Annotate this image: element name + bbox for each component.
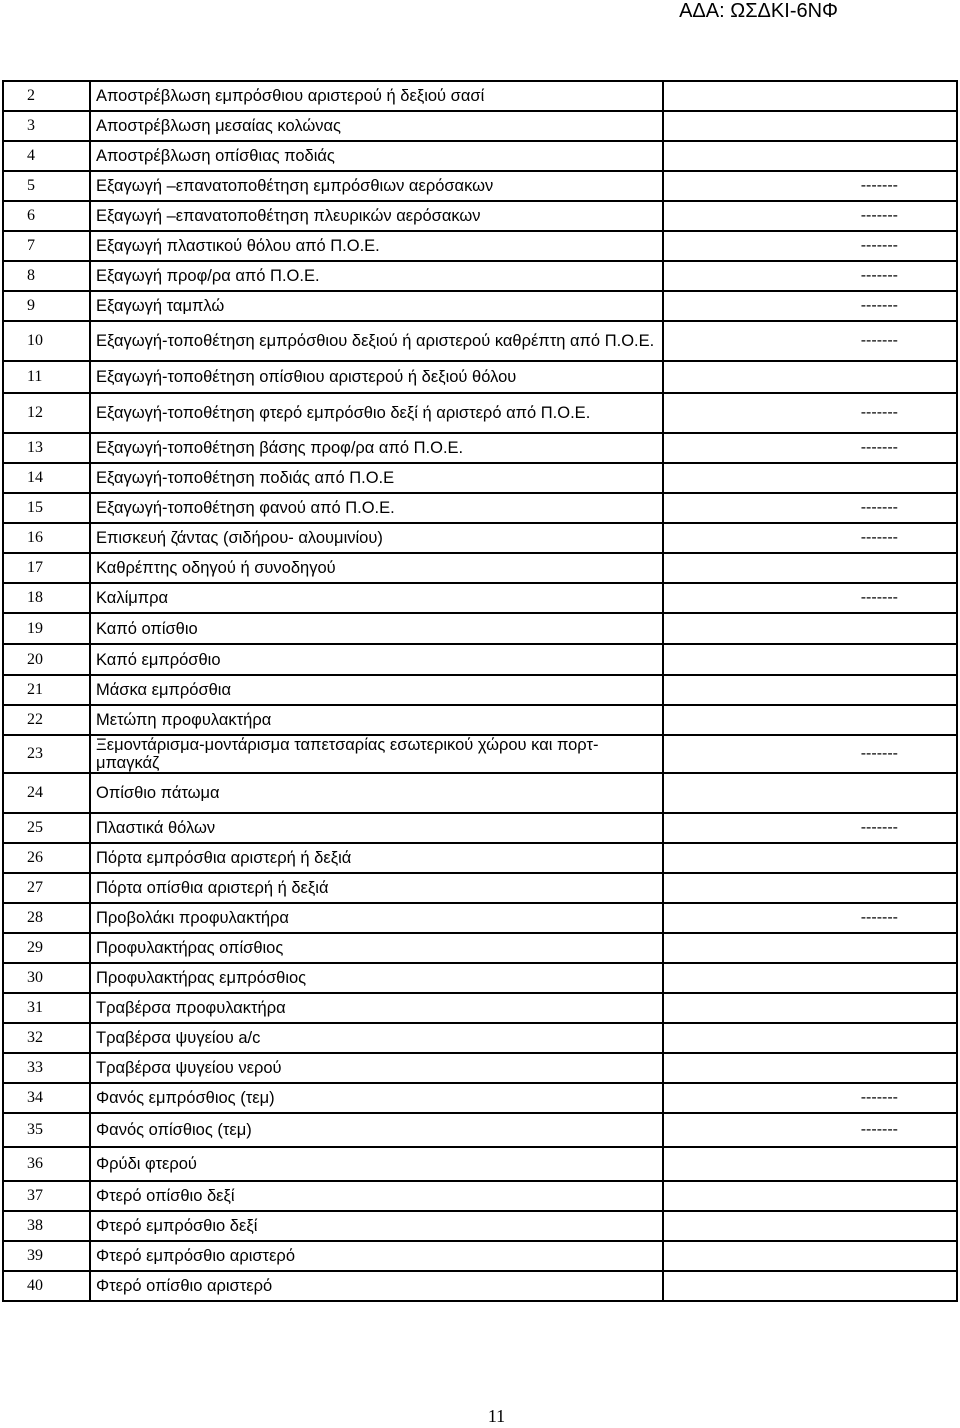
- row-value: -------: [663, 231, 957, 261]
- row-value: [663, 463, 957, 493]
- row-description: Πλαστικά θόλων: [90, 813, 663, 843]
- row-value: -------: [663, 321, 957, 361]
- table-row: [3, 843, 957, 873]
- row-description: Φανός εμπρόσθιος (τεμ): [90, 1083, 663, 1113]
- table-row: [3, 613, 957, 644]
- row-number: 9: [3, 291, 90, 321]
- row-value: -------: [663, 261, 957, 291]
- row-number: 10: [3, 321, 90, 361]
- row-value: [663, 773, 957, 813]
- row-description: Οπίσθιο πάτωμα: [90, 773, 663, 813]
- row-number: 7: [3, 231, 90, 261]
- row-value: [663, 1023, 957, 1053]
- table-row: [3, 583, 957, 613]
- row-description: Καθρέπτης οδηγού ή συνοδηγού: [90, 553, 663, 583]
- table-row: [3, 675, 957, 705]
- row-number: 22: [3, 705, 90, 735]
- row-value: -------: [663, 201, 957, 231]
- table-row: [3, 231, 957, 261]
- row-number: 23: [3, 735, 90, 773]
- row-number: 5: [3, 171, 90, 201]
- row-number: 6: [3, 201, 90, 231]
- table-row: [3, 773, 957, 813]
- row-number: 18: [3, 583, 90, 613]
- row-number: 32: [3, 1023, 90, 1053]
- table-row: [3, 553, 957, 583]
- row-description: Αποστρέβλωση μεσαίας κολώνας: [90, 111, 663, 141]
- row-number: 30: [3, 963, 90, 993]
- row-description: Εξαγωγή-τοποθέτηση εμπρόσθιου δεξιού ή αριστερού καθρέπτη από Π.Ο.Ε.: [90, 321, 663, 361]
- table-row: [3, 873, 957, 903]
- row-description: Εξαγωγή-τοποθέτηση φανού από Π.Ο.Ε.: [90, 493, 663, 523]
- row-number: 2: [3, 81, 90, 111]
- row-value: [663, 675, 957, 705]
- row-number: 8: [3, 261, 90, 291]
- row-description: Εξαγωγή-τοποθέτηση φτερό εμπρόσθιο δεξί ή αριστερό από Π.Ο.Ε.: [90, 393, 663, 433]
- table-row: [3, 705, 957, 735]
- table-row: [3, 493, 957, 523]
- row-description: Εξαγωγή ταμπλώ: [90, 291, 663, 321]
- row-number: 33: [3, 1053, 90, 1083]
- row-number: 21: [3, 675, 90, 705]
- row-description: Ξεμοντάρισμα-μοντάρισμα ταπετσαρίας εσωτερικού χώρου και πορτ- μπαγκάζ: [90, 735, 663, 773]
- table-row: [3, 963, 957, 993]
- table-row: [3, 1211, 957, 1241]
- row-description: Καπό εμπρόσθιο: [90, 644, 663, 675]
- table-row: [3, 433, 957, 463]
- table-row: [3, 291, 957, 321]
- table-row: [3, 81, 957, 111]
- row-description: Αποστρέβλωση οπίσθιας ποδιάς: [90, 141, 663, 171]
- row-value: [663, 1211, 957, 1241]
- row-number: 12: [3, 393, 90, 433]
- items-table: [2, 80, 958, 1302]
- table-row: [3, 735, 957, 773]
- row-description: Φανός οπίσθιος (τεμ): [90, 1113, 663, 1147]
- row-number: 24: [3, 773, 90, 813]
- row-description: Εξαγωγή-τοποθέτηση ποδιάς από Π.Ο.Ε: [90, 463, 663, 493]
- row-number: 34: [3, 1083, 90, 1113]
- table-row: [3, 993, 957, 1023]
- row-number: 31: [3, 993, 90, 1023]
- row-number: 4: [3, 141, 90, 171]
- row-description: Εξαγωγή πλαστικού θόλου από Π.Ο.Ε.: [90, 231, 663, 261]
- table-row: [3, 1271, 957, 1301]
- row-description: Επισκευή ζάντας (σιδήρου- αλουμινίου): [90, 523, 663, 553]
- row-description: Φτερό εμπρόσθιο αριστερό: [90, 1241, 663, 1271]
- ada-code: ΑΔΑ: ΩΣΔΚΙ-6ΝΦ: [679, 0, 838, 22]
- table-row: [3, 1023, 957, 1053]
- row-description: Φτερό εμπρόσθιο δεξί: [90, 1211, 663, 1241]
- table-row: [3, 261, 957, 291]
- row-description: Πόρτα εμπρόσθια αριστερή ή δεξιά: [90, 843, 663, 873]
- row-value: -------: [663, 291, 957, 321]
- page-number: 11: [487, 1406, 506, 1426]
- row-description: Φρύδι φτερού: [90, 1147, 663, 1181]
- table-row: [3, 1181, 957, 1211]
- row-number: 35: [3, 1113, 90, 1147]
- row-value: [663, 141, 957, 171]
- row-value: [663, 361, 957, 393]
- row-value: [663, 963, 957, 993]
- row-value: [663, 111, 957, 141]
- row-value: -------: [663, 393, 957, 433]
- row-value: [663, 1181, 957, 1211]
- row-number: 15: [3, 493, 90, 523]
- row-value: [663, 993, 957, 1023]
- table-row: [3, 201, 957, 231]
- row-number: 28: [3, 903, 90, 933]
- table-row: [3, 141, 957, 171]
- row-description: Εξαγωγή –επανατοποθέτηση εμπρόσθιων αερόσακων: [90, 171, 663, 201]
- row-value: [663, 1241, 957, 1271]
- row-number: 39: [3, 1241, 90, 1271]
- row-value: [663, 1271, 957, 1301]
- table-row: [3, 361, 957, 393]
- row-value: [663, 1053, 957, 1083]
- row-value: [663, 81, 957, 111]
- row-description: Τραβέρσα ψυγείου νερού: [90, 1053, 663, 1083]
- row-description: Εξαγωγή-τοποθέτηση οπίσθιου αριστερού ή δεξιού θόλου: [90, 361, 663, 393]
- row-value: -------: [663, 493, 957, 523]
- row-number: 26: [3, 843, 90, 873]
- row-number: 36: [3, 1147, 90, 1181]
- row-description: Πόρτα οπίσθια αριστερή ή δεξιά: [90, 873, 663, 903]
- row-description: Προφυλακτήρας εμπρόσθιος: [90, 963, 663, 993]
- row-number: 25: [3, 813, 90, 843]
- row-number: 29: [3, 933, 90, 963]
- row-value: -------: [663, 1113, 957, 1147]
- table-row: [3, 1241, 957, 1271]
- row-description: Τραβέρσα ψυγείου a/c: [90, 1023, 663, 1053]
- row-value: -------: [663, 171, 957, 201]
- row-description: Καλίμπρα: [90, 583, 663, 613]
- row-number: 40: [3, 1271, 90, 1301]
- row-number: 13: [3, 433, 90, 463]
- row-description: Φτερό οπίσθιο αριστερό: [90, 1271, 663, 1301]
- row-value: [663, 644, 957, 675]
- row-value: -------: [663, 433, 957, 463]
- row-description: Προφυλακτήρας οπίσθιος: [90, 933, 663, 963]
- row-number: 37: [3, 1181, 90, 1211]
- table-row: [3, 644, 957, 675]
- table-row: [3, 463, 957, 493]
- table-row: [3, 111, 957, 141]
- row-value: -------: [663, 1083, 957, 1113]
- table-row: [3, 813, 957, 843]
- table-row: [3, 1147, 957, 1181]
- row-value: [663, 873, 957, 903]
- row-value: [663, 933, 957, 963]
- table-row: [3, 523, 957, 553]
- table-row: [3, 171, 957, 201]
- row-value: [663, 843, 957, 873]
- row-number: 27: [3, 873, 90, 903]
- table-row: [3, 1053, 957, 1083]
- row-value: -------: [663, 813, 957, 843]
- row-description: Προβολάκι προφυλακτήρα: [90, 903, 663, 933]
- row-description: Εξαγωγή-τοποθέτηση βάσης προφ/ρα από Π.Ο.Ε.: [90, 433, 663, 463]
- row-description: Εξαγωγή προφ/ρα από Π.Ο.Ε.: [90, 261, 663, 291]
- row-number: 11: [3, 361, 90, 393]
- table-row: [3, 1113, 957, 1147]
- row-description: Αποστρέβλωση εμπρόσθιου αριστερού ή δεξιού σασί: [90, 81, 663, 111]
- row-value: -------: [663, 583, 957, 613]
- row-description: Φτερό οπίσθιο δεξί: [90, 1181, 663, 1211]
- table-row: [3, 933, 957, 963]
- row-description: Εξαγωγή –επανατοποθέτηση πλευρικών αερόσακων: [90, 201, 663, 231]
- table-row: [3, 393, 957, 433]
- row-value: -------: [663, 903, 957, 933]
- row-description: Μετώπη προφυλακτήρα: [90, 705, 663, 735]
- row-number: 17: [3, 553, 90, 583]
- row-description: Τραβέρσα προφυλακτήρα: [90, 993, 663, 1023]
- row-number: 14: [3, 463, 90, 493]
- table-row: [3, 321, 957, 361]
- row-number: 16: [3, 523, 90, 553]
- row-description: Καπό οπίσθιο: [90, 613, 663, 644]
- row-value: [663, 1147, 957, 1181]
- table-row: [3, 1083, 957, 1113]
- row-number: 20: [3, 644, 90, 675]
- row-number: 38: [3, 1211, 90, 1241]
- row-number: 19: [3, 613, 90, 644]
- row-description: Μάσκα εμπρόσθια: [90, 675, 663, 705]
- row-value: -------: [663, 523, 957, 553]
- row-value: [663, 553, 957, 583]
- row-value: [663, 705, 957, 735]
- row-value: -------: [663, 735, 957, 773]
- table-row: [3, 903, 957, 933]
- row-number: 3: [3, 111, 90, 141]
- row-value: [663, 613, 957, 644]
